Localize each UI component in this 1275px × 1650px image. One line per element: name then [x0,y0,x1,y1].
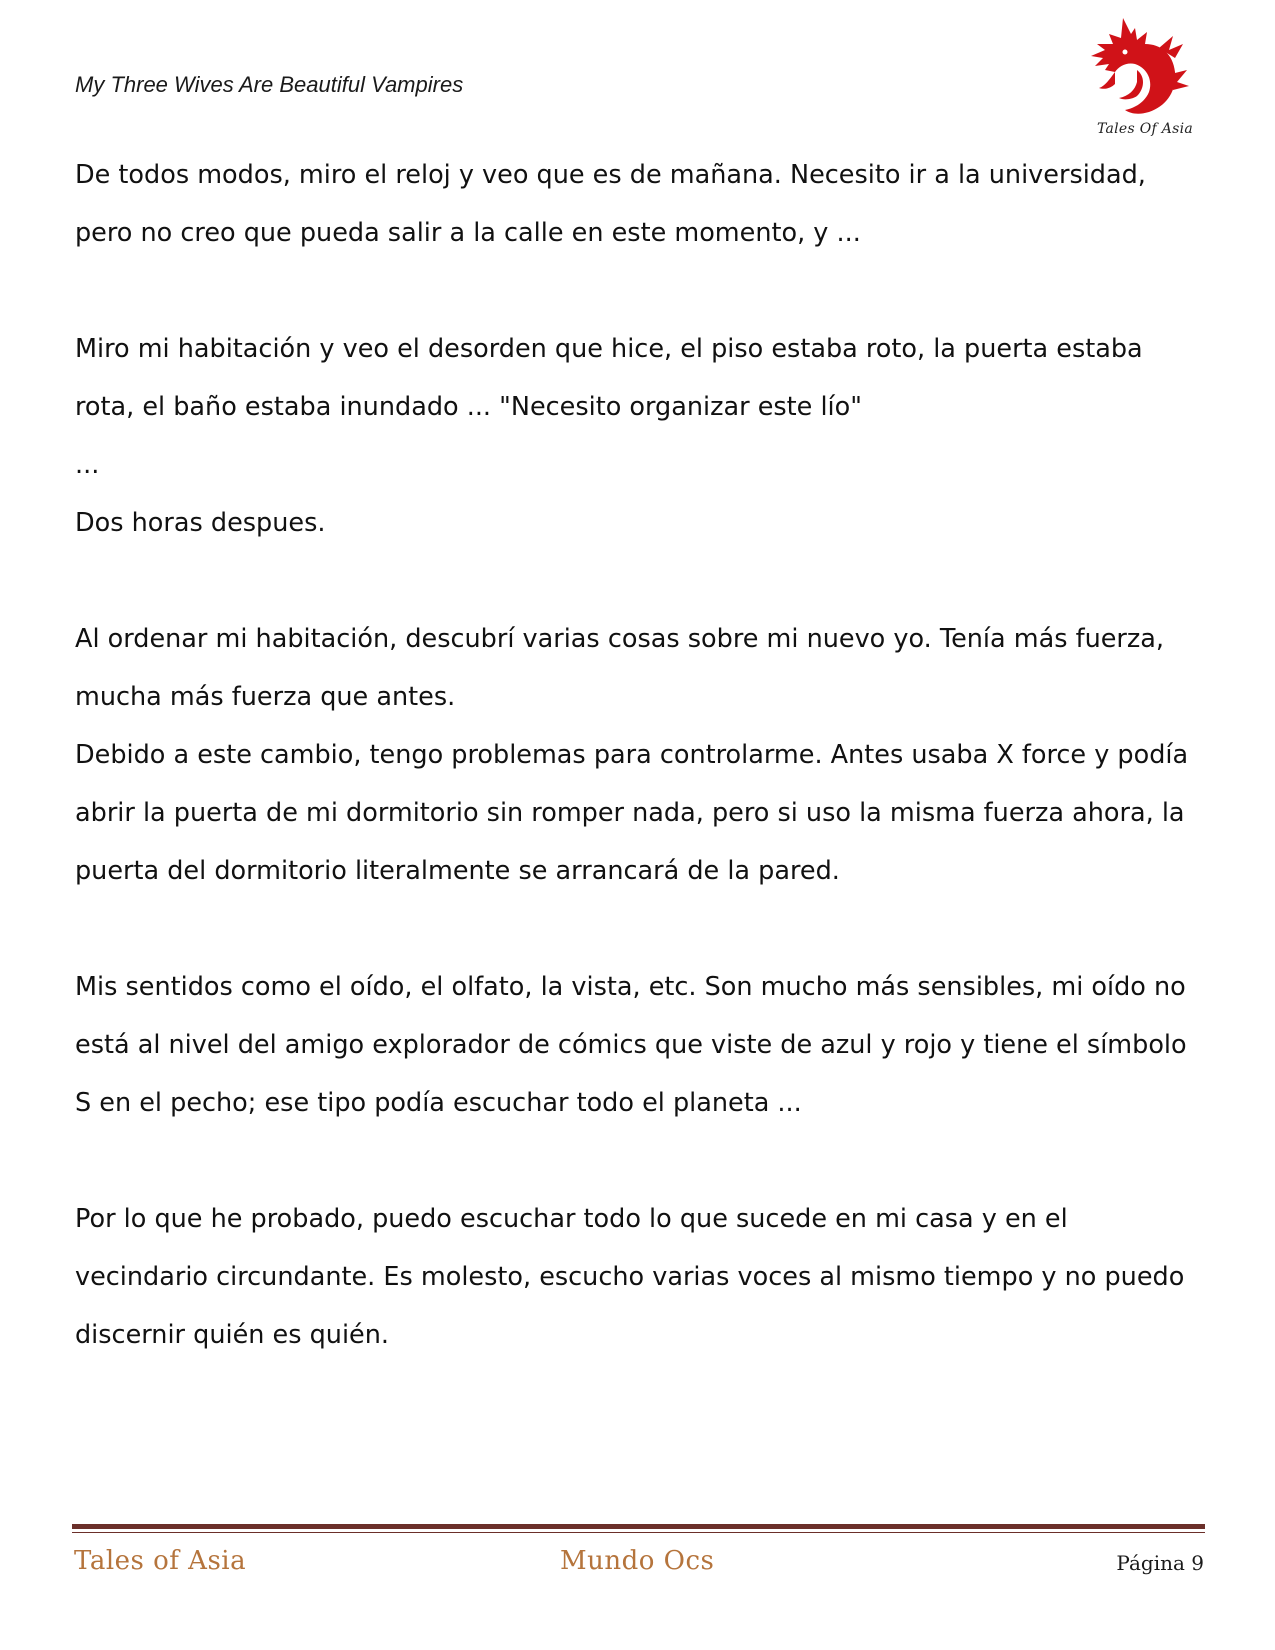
page-body [75,146,1205,1364]
paragraph-line: vecindario circundante. Es molesto, escucho varias voces al mismo tiempo y no puedo [75,1262,1185,1292]
paragraph-line: abrir la puerta de mi dormitorio sin romper nada, pero si uso la misma fuerza ahora, la [75,798,1185,828]
tales-of-asia-logo [1075,14,1205,139]
logo-text: Tales Of Asia [1096,121,1194,137]
page-header-title: My Three Wives Are Beautiful Vampires [75,72,464,97]
footer-divider-thin [72,1532,1205,1533]
paragraph-line: Por lo que he probado, puedo escuchar todo lo que sucede en mi casa y en el [75,1204,1068,1234]
page-number: Página 9 [1116,1551,1204,1575]
paragraph-line: mucha más fuerza que antes. [75,682,456,712]
paragraph-line: De todos modos, miro el reloj y veo que es de mañana. Necesito ir a la universidad, [75,160,1146,190]
paragraph-line: discernir quién es quién. [75,1320,389,1350]
paragraph-line: Al ordenar mi habitación, descubrí varias cosas sobre mi nuevo yo. Tenía más fuerza, [75,624,1165,654]
paragraph-line: Miro mi habitación y veo el desorden que hice, el piso estaba roto, la puerta estaba [75,334,1143,364]
paragraph-line: rota, el baño estaba inundado ... "Necesito organizar este lío" [75,392,862,422]
paragraph-line: ... [75,450,100,480]
paragraph-line: Debido a este cambio, tengo problemas para controlarme. Antes usaba X force y podía [75,740,1189,770]
paragraph-line: Dos horas despues. [75,508,326,538]
paragraph-line: Mis sentidos como el oído, el olfato, la vista, etc. Son mucho más sensibles, mi oído no [75,972,1186,1002]
paragraph-line: está al nivel del amigo explorador de cómics que viste de azul y rojo y tiene el símbolo [75,1030,1187,1060]
paragraph-line: pero no creo que pueda salir a la calle en este momento, y ... [75,218,861,248]
paragraph-line: puerta del dormitorio literalmente se arrancará de la pared. [75,856,840,886]
footer-site-name: Tales of Asia [74,1546,247,1576]
footer-divider [72,1524,1205,1529]
paragraph-line: S en el pecho; ese tipo podía escuchar todo el planeta ... [75,1088,802,1118]
footer-section-name: Mundo Ocs [560,1546,715,1576]
